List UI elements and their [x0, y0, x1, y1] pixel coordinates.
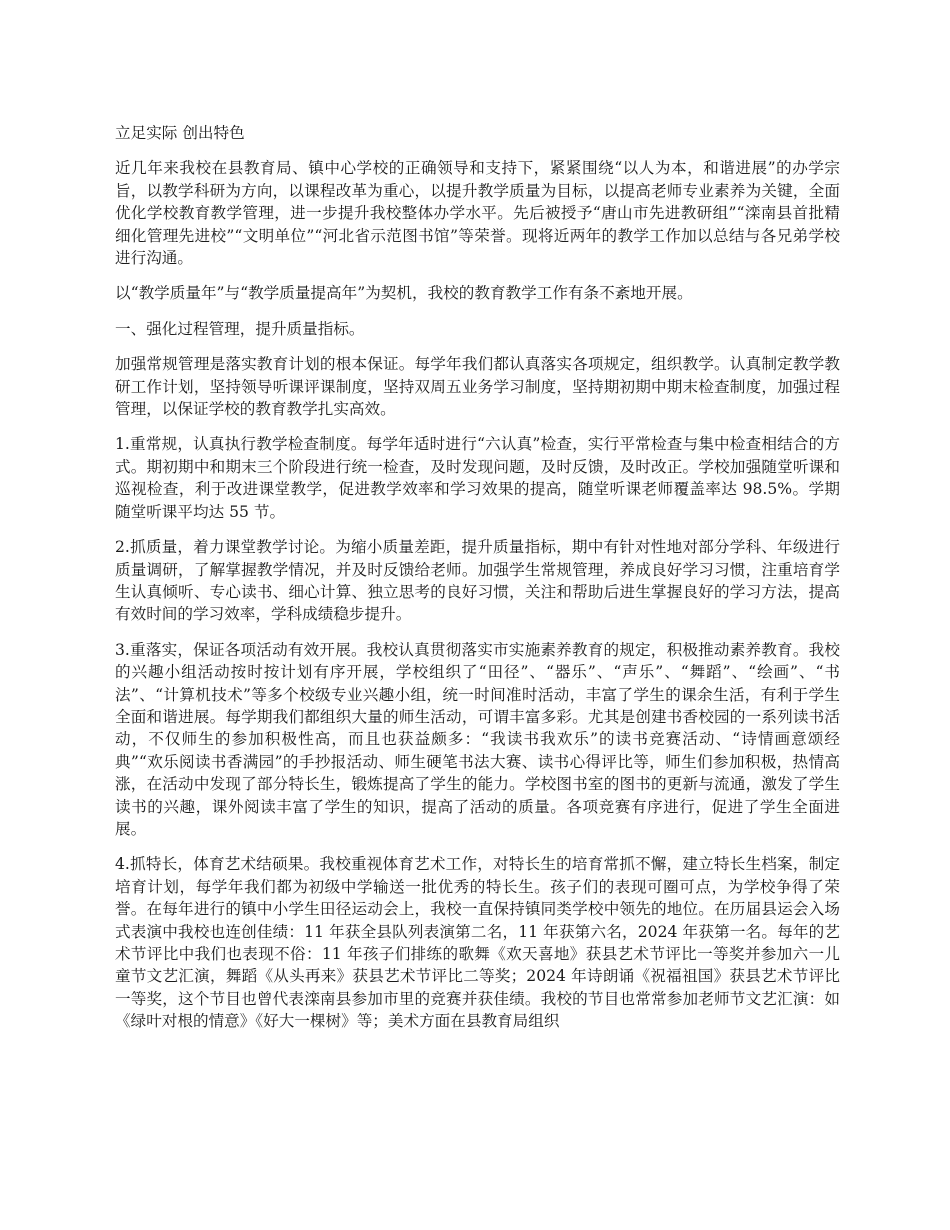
- paragraph-item-2: 2.抓质量，着力课堂教学讨论。为缩小质量差距，提升质量指标，期中有针对性地对部分学科、年级进行质量调研，了解掌握教学情况，并及时反馈给老师。加强学生常规管理，养成良好学习习惯，注重培育学生认真倾听、专心读书、细心计算、独立思考的良好习惯，关注和帮助后进生掌握良好的学习方法，提高有效时间的学习效率，学科成绩稳步提升。: [115, 538, 840, 624]
- section-heading-1: 一、强化过程管理，提升质量指标。: [115, 319, 365, 338]
- paragraph-routine-management: 加强常规管理是落实教育计划的根本保证。每学年我们都认真落实各项规定，组织教学。认真制定教学教研工作计划，坚持领导听课评课制度，坚持双周五业务学习制度，坚持期初期中期末检查制度，加强过程管理，以保证学校的教育教学扎实高效。: [115, 355, 840, 419]
- paragraph-item-1: 1.重常规，认真执行教学检查制度。每学年适时进行“六认真”检查，实行平常检查与集中检查相结合的方式。期初期中和期末三个阶段进行统一检查，及时发现问题，及时反馈，及时改正。学校加强随堂听课和巡视检查，利于改进课堂教学，促进教学效率和学习效果的提高，随堂听课老师覆盖率达 98.5%。学期随堂听课平均达 55 节。: [115, 435, 840, 521]
- paragraph-item-3: 3.重落实，保证各项活动有效开展。我校认真贯彻落实市实施素养教育的规定，积极推动素养教育。我校的兴趣小组活动按时按计划有序开展，学校组织了“田径”、“器乐”、“声乐”、“舞蹈”、“绘画”、“书法”、“计算机技术”等多个校级专业兴趣小组，统一时间准时活动，丰富了学生的课余生活，有利于学生全面和谐进展。每学期我们都组织大量的师生活动，可谓丰富多彩。尤其是创建书香校园的一系列读书活动，不仅师生的参加积极性高，而且也获益颇多：“我读书我欢乐”的读书竞赛活动、“诗情画意颂经典”“欢乐阅读书香满园”的手抄报活动、师生硬笔书法大赛、读书心得评比等，师生们参加积极，热情高涨，在活动中发现了部分特长生，锻炼提高了学生的能力。学校图书室的图书的更新与流通，激发了学生读书的兴趣，课外阅读丰富了学生的知识，提高了活动的质量。各项竞赛有序进行，促进了学生全面进展。: [115, 640, 840, 838]
- document-body: [115, 122, 840, 1046]
- paragraph-intro: 近几年来我校在县教育局、镇中心学校的正确领导和支持下，紧紧围绕“以人为本，和谐进展”的办学宗旨，以教学科研为方向，以课程改革为重心，以提升教学质量为目标，以提高老师专业素养为关键，全面优化学校教育教学管理，进一步提升我校整体办学水平。先后被授予“唐山市先进教研组”“滦南县首批精细化管理先进校”“文明单位”“河北省示范图书馆”等荣誉。现将近两年的教学工作加以总结与各兄弟学校进行沟通。: [115, 159, 840, 268]
- paragraph-opportunity: 以“教学质量年”与“教学质量提高年”为契机，我校的教育教学工作有条不紊地开展。: [115, 284, 693, 303]
- paragraph-item-4: 4.抓特长，体育艺术结硕果。我校重视体育艺术工作，对特长生的培育常抓不懈，建立特长生档案，制定培育计划，每学年我们都为初级中学输送一批优秀的特长生。孩子们的表现可圈可点，为学校争得了荣誉。在每年进行的镇中小学生田径运动会上，我校一直保持镇同类学校中领先的地位。在历届县运会入场式表演中我校也连创佳绩：11 年获全县队列表演第二名，11 年获第六名，2024 年获第一名。每年的艺术节评比中我们也表现不俗：11 年孩子们排练的歌舞《欢天喜地》获县艺术节评比一等奖并参加六一儿童节文艺汇演，舞蹈《从头再来》获县艺术节评比二等奖；2024 年诗朗诵《祝福祖国》获县艺术节评比一等奖，这个节目也曾代表滦南县参加市里的竞赛并获佳绩。我校的节目也常常参加老师节文艺汇演：如《绿叶对根的情意》《好大一棵树》等；美术方面在县教育局组织: [115, 855, 840, 1031]
- document-title: 立足实际 创出特色: [115, 124, 245, 142]
